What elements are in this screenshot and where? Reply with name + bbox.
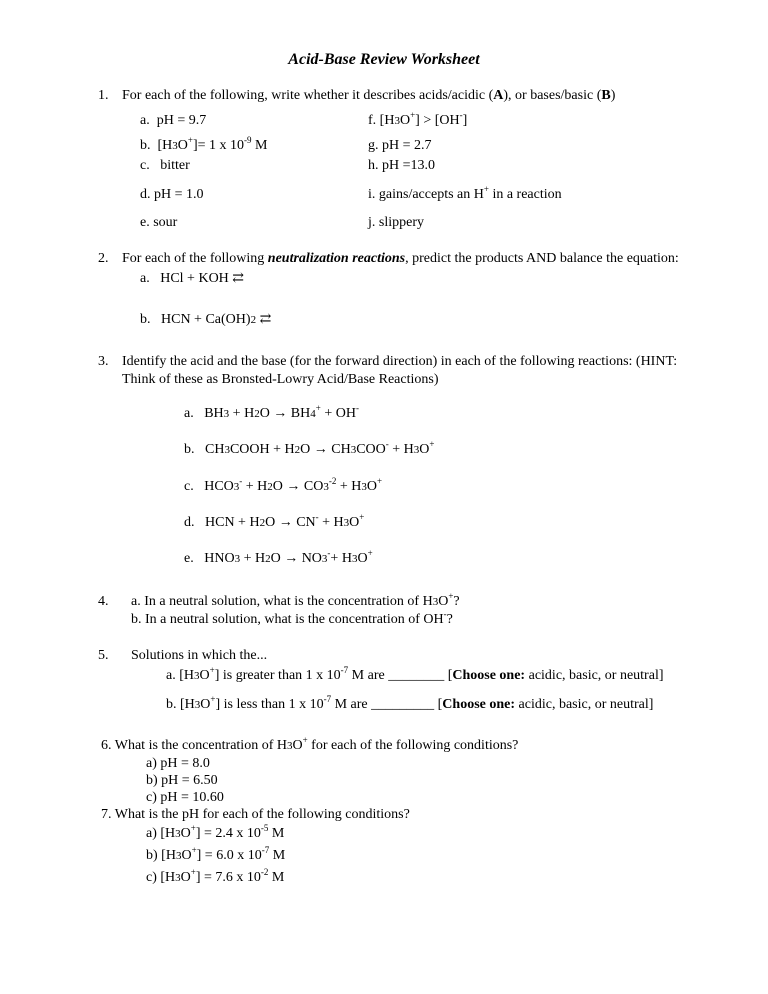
q1-item-j: j. slippery <box>368 215 424 230</box>
q1-item-d: d. pH = 1.0 <box>140 187 204 202</box>
q7-prompt: 7. What is the pH for each of the following conditions? <box>101 807 410 822</box>
q5-intro: Solutions in which the... <box>131 648 268 663</box>
q3-item-e: e. HNO3 + H2O → NO3-+ H3O+ <box>184 548 373 566</box>
q3-prompt-line2: Think of these as Bronsted-Lowry Acid/Base Reactions) <box>122 372 439 387</box>
q1-item-a: a. pH = 9.7 <box>140 113 207 128</box>
q1-item-e: e. sour <box>140 215 178 230</box>
q1-item-g: g. pH = 2.7 <box>368 138 432 153</box>
q3-number: 3. <box>98 354 109 369</box>
q5-part-a: a. [H3O+] is greater than 1 x $10^{-7}$ M are ________ [Choose one: acidic, basic, or neutral] <box>166 665 664 683</box>
q7-item-c: c) [H3O+] = 7.6 x $10^{-2}$ M <box>146 867 285 885</box>
q7-item-a: a) [H3O+] = 2.4 x $10^{-5}$ M <box>146 823 285 841</box>
q1-prompt: For each of the following, write whether it describes acids/acidic (A), or bases/basic (B) <box>122 88 616 103</box>
q4-part-a: a. In a neutral solution, what is the concentration of H3O+? <box>131 591 460 609</box>
q1-item-f: f. [H3O+] > [OH-] <box>368 110 468 128</box>
q4-part-b: b. In a neutral solution, what is the concentration of OH-? <box>131 609 453 627</box>
q2-prompt: For each of the following neutralization reactions, predict the products AND balance the equation: <box>122 251 679 266</box>
q3-prompt-line1: Identify the acid and the base (for the forward direction) in each of the following reactions: (HINT: <box>122 354 678 369</box>
page-title: Acid-Base Review Worksheet <box>288 51 480 68</box>
q5-part-b: b. [H3O+] is less than 1 x $10^{-7}$ M are _________ [Choose one: acidic, basic, or neutral] <box>166 694 654 712</box>
q3-item-a: a. BH3 + H2O → BH4+ + OH- <box>184 403 359 421</box>
q2-item-b: b. HCN + Ca(OH)2 ⇄ <box>140 312 272 327</box>
q7-item-b: b) [H3O+] = 6.0 x $10^{-7}$ M <box>146 845 286 863</box>
q4-number: 4. <box>98 594 109 609</box>
q1-item-h: h. pH =13.0 <box>368 158 436 173</box>
q3-item-c: c. $HCO3^- + H2O \to CO3^{-2} + H3O^+$ <box>184 476 383 494</box>
q1-item-b: b. [H3O+]= 1 x $10^{-9}$ M <box>140 135 268 153</box>
q6-item-a: a) pH = 8.0 <box>146 756 210 771</box>
q3-item-d: d. HCN + H2O → CN- + H3O+ <box>184 512 365 530</box>
q1-item-c: c. bitter <box>140 158 190 173</box>
q6-item-b: b) pH = 6.50 <box>146 773 218 788</box>
q3-item-b: b. CH3COOH + H2O → CH3COO- + H3O+ <box>184 439 435 457</box>
q5-number: 5. <box>98 648 109 663</box>
q1-number: 1. <box>98 88 109 103</box>
q6-item-c: c) pH = 10.60 <box>146 790 224 805</box>
q2-number: 2. <box>98 251 109 266</box>
q2-item-a: a. HCl + KOH ⇄ <box>140 271 245 286</box>
q1-item-i: i. gains/accepts an H+ in a reaction <box>368 184 562 202</box>
q6-prompt: 6. What is the concentration of H3O+ for each of the following conditions? <box>101 735 519 753</box>
